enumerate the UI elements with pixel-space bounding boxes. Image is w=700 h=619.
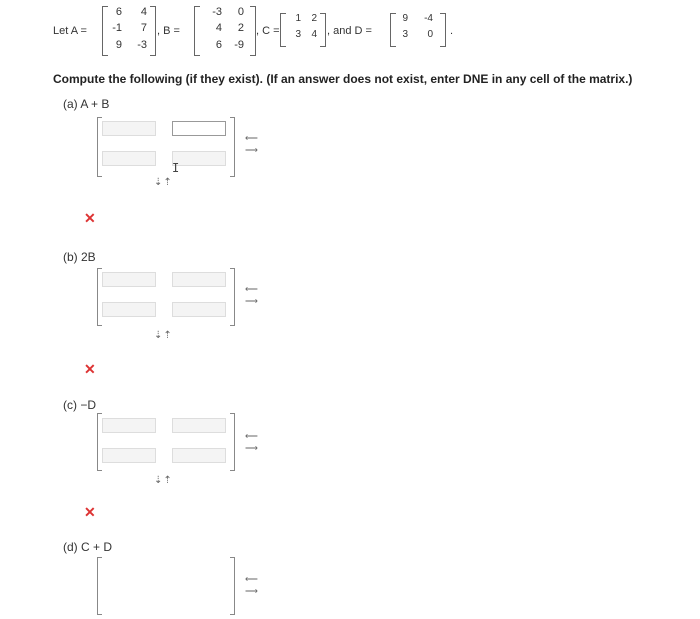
c-label: , C = <box>256 25 280 37</box>
matrix-b-cell: 0 <box>237 6 244 18</box>
matrix-a-cell: -3 <box>137 39 147 51</box>
matrix-c-cell: 2 <box>311 13 317 24</box>
matrix-b-cell: -3 <box>212 6 222 18</box>
matrix-c-cell: 4 <box>311 29 317 40</box>
part-a-label: (a) A + B <box>63 97 110 111</box>
add-column-right-icon[interactable]: ⟶ <box>245 145 258 155</box>
part-d-label: (d) C + D <box>63 540 113 554</box>
incorrect-icon: ✕ <box>84 361 96 377</box>
add-column-left-icon[interactable]: ⟵ <box>245 431 258 441</box>
and-d-label: , and D = <box>327 25 372 37</box>
resize-rows-icon[interactable]: ⇣⇡ <box>154 475 173 486</box>
part-c-cell-input[interactable] <box>172 448 226 463</box>
part-b-label: (b) 2B <box>63 250 96 264</box>
matrix-a-cell: 7 <box>140 22 147 34</box>
add-column-right-icon[interactable]: ⟶ <box>245 586 258 596</box>
incorrect-icon: ✕ <box>84 210 96 226</box>
add-column-left-icon[interactable]: ⟵ <box>245 133 258 143</box>
matrix-d-cell: 3 <box>402 29 408 40</box>
part-c-label: (c) −D <box>63 398 96 412</box>
matrix-c-cell: 1 <box>295 13 301 24</box>
part-b-cell-input[interactable] <box>102 302 156 317</box>
matrix-a-cell: 9 <box>115 39 122 51</box>
matrix-b-cell: -9 <box>234 39 244 51</box>
period: . <box>450 25 454 37</box>
add-column-left-icon[interactable]: ⟵ <box>245 284 258 294</box>
add-column-right-icon[interactable]: ⟶ <box>245 296 258 306</box>
matrix-b-cell: 4 <box>215 22 222 34</box>
add-column-left-icon[interactable]: ⟵ <box>245 574 258 584</box>
matrix-b-cell: 6 <box>215 39 222 51</box>
matrix-d-cell: -4 <box>424 13 433 24</box>
matrix-c-cell: 3 <box>295 29 301 40</box>
matrix-a-cell: 4 <box>140 6 147 18</box>
part-a-cell-input[interactable] <box>172 121 226 136</box>
add-column-right-icon[interactable]: ⟶ <box>245 443 258 453</box>
text-cursor-icon: I <box>172 161 180 175</box>
incorrect-icon: ✕ <box>84 504 96 520</box>
matrix-b-cell: 2 <box>237 22 244 34</box>
matrix-a-cell: 6 <box>115 6 122 18</box>
matrix-a-cell: -1 <box>112 22 122 34</box>
part-c-cell-input[interactable] <box>102 418 156 433</box>
resize-rows-icon[interactable]: ⇣⇡ <box>154 330 173 341</box>
resize-rows-icon[interactable]: ⇣⇡ <box>154 177 173 188</box>
part-a-cell-input[interactable] <box>102 151 156 166</box>
part-b-cell-input[interactable] <box>172 302 226 317</box>
instructions: Compute the following (if they exist). (If an answer does not exist, enter DNE in any cell of the matrix.) <box>53 72 633 86</box>
part-a-cell-input[interactable] <box>102 121 156 136</box>
matrix-d-cell: 0 <box>427 29 433 40</box>
b-label: , B = <box>157 25 180 37</box>
let-a-label: Let A = <box>53 25 87 37</box>
part-c-cell-input[interactable] <box>172 418 226 433</box>
part-c-cell-input[interactable] <box>102 448 156 463</box>
part-a-cell-input[interactable] <box>172 151 226 166</box>
part-b-cell-input[interactable] <box>172 272 226 287</box>
matrix-d-cell: 9 <box>402 13 408 24</box>
part-b-cell-input[interactable] <box>102 272 156 287</box>
